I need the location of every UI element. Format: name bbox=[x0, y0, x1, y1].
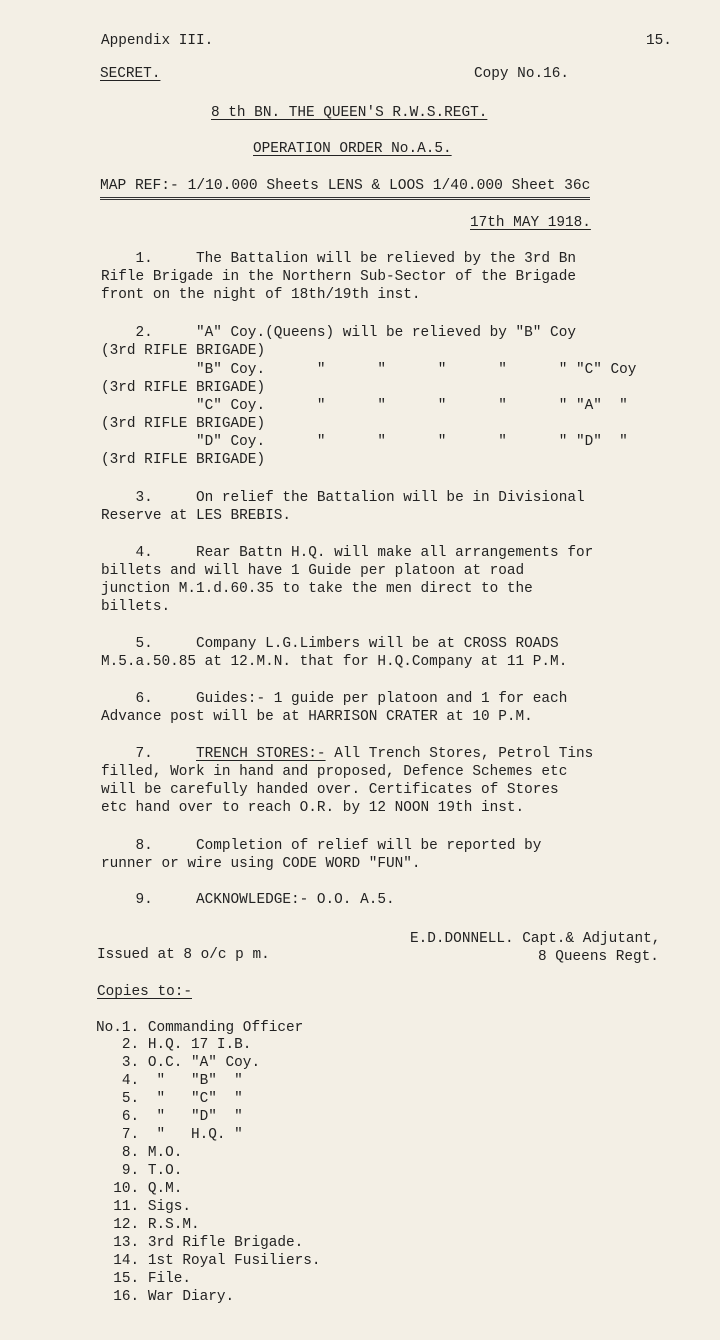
list-item: 4. " "B" " bbox=[96, 1073, 243, 1089]
list-item: No.1. Commanding Officer bbox=[96, 1020, 304, 1036]
text-line: 6. Guides:- 1 guide per platoon and 1 for each bbox=[101, 691, 568, 707]
order-title: OPERATION ORDER No.A.5. bbox=[253, 141, 452, 157]
text-line: Advance post will be at HARRISON CRATER at 10 P.M. bbox=[101, 709, 533, 725]
list-item: 3. O.C. "A" Coy. bbox=[96, 1055, 261, 1071]
list-item: 11. Sigs. bbox=[96, 1199, 191, 1215]
text-line: 3. On relief the Battalion will be in Divisional bbox=[101, 490, 585, 506]
text-line: (3rd RIFLE BRIGADE) bbox=[101, 416, 266, 432]
order-date: 17th MAY 1918. bbox=[470, 215, 591, 231]
text-line: front on the night of 18th/19th inst. bbox=[101, 287, 421, 303]
text-line bbox=[101, 746, 593, 763]
text-line: (3rd RIFLE BRIGADE) bbox=[101, 343, 266, 359]
signature-name: E.D.DONNELL. Capt.& Adjutant, bbox=[410, 931, 661, 947]
text-fragment: All Trench Stores, Petrol Tins bbox=[325, 746, 594, 762]
text-line: billets. bbox=[101, 599, 171, 615]
text-line: junction M.1.d.60.35 to take the men direct to the bbox=[101, 581, 533, 597]
signature-unit: 8 Queens Regt. bbox=[538, 949, 659, 965]
text-line: "D" Coy. " " " " " "D" " bbox=[101, 434, 628, 450]
list-item: 8. M.O. bbox=[96, 1145, 183, 1161]
issued-time: Issued at 8 o/c p m. bbox=[97, 947, 270, 963]
text-line: etc hand over to reach O.R. by 12 NOON 19th inst. bbox=[101, 800, 525, 816]
text-line: filled, Work in hand and proposed, Defence Schemes etc bbox=[101, 764, 568, 780]
list-item: 10. Q.M. bbox=[96, 1181, 183, 1197]
list-item: 16. War Diary. bbox=[96, 1289, 235, 1305]
text-line: 2. "A" Coy.(Queens) will be relieved by "B" Coy bbox=[101, 325, 576, 341]
list-item: 14. 1st Royal Fusiliers. bbox=[96, 1253, 321, 1269]
unit-title: 8 th BN. THE QUEEN'S R.W.S.REGT. bbox=[211, 105, 488, 121]
text-line: 5. Company L.G.Limbers will be at CROSS ROADS bbox=[101, 636, 559, 652]
list-item: 7. " H.Q. " bbox=[96, 1127, 243, 1143]
list-item: 5. " "C" " bbox=[96, 1091, 243, 1107]
text-line: (3rd RIFLE BRIGADE) bbox=[101, 380, 266, 396]
text-line: "B" Coy. " " " " " "C" Coy bbox=[101, 362, 637, 378]
copy-number: Copy No.16. bbox=[474, 66, 569, 82]
text-line: Rifle Brigade in the Northern Sub-Sector of the Brigade bbox=[101, 269, 576, 285]
text-line: 1. The Battalion will be relieved by the 3rd Bn bbox=[101, 251, 576, 267]
list-item: 12. R.S.M. bbox=[96, 1217, 200, 1233]
classification-label: SECRET. bbox=[100, 66, 161, 82]
text-line: will be carefully handed over. Certificates of Stores bbox=[101, 782, 559, 798]
map-reference: MAP REF:- 1/10.000 Sheets LENS & LOOS 1/40.000 Sheet 36c bbox=[100, 178, 590, 200]
list-item: 9. T.O. bbox=[96, 1163, 183, 1179]
text-line: M.5.a.50.85 at 12.M.N. that for H.Q.Company at 11 P.M. bbox=[101, 654, 568, 670]
trench-stores-heading: TRENCH STORES:- bbox=[196, 746, 326, 762]
text-line: 8. Completion of relief will be reported by bbox=[101, 838, 542, 854]
copies-heading: Copies to:- bbox=[97, 984, 192, 1000]
text-line: 4. Rear Battn H.Q. will make all arrangements for bbox=[101, 545, 594, 561]
text-line: (3rd RIFLE BRIGADE) bbox=[101, 452, 266, 468]
paragraph-number: 7. bbox=[101, 746, 153, 762]
text-line: billets and will have 1 Guide per platoon at road bbox=[101, 563, 525, 579]
list-item: 2. H.Q. 17 I.B. bbox=[96, 1037, 252, 1053]
list-item: 13. 3rd Rifle Brigade. bbox=[96, 1235, 304, 1251]
text-line: "C" Coy. " " " " " "A" " bbox=[101, 398, 628, 414]
appendix-label: Appendix III. bbox=[101, 33, 214, 49]
text-line: Reserve at LES BREBIS. bbox=[101, 508, 291, 524]
page-number: 15. bbox=[646, 33, 672, 49]
paragraph-9: 9. ACKNOWLEDGE:- O.O. A.5. bbox=[101, 892, 395, 908]
list-item: 6. " "D" " bbox=[96, 1109, 243, 1125]
text-line: runner or wire using CODE WORD "FUN". bbox=[101, 856, 421, 872]
list-item: 15. File. bbox=[96, 1271, 191, 1287]
